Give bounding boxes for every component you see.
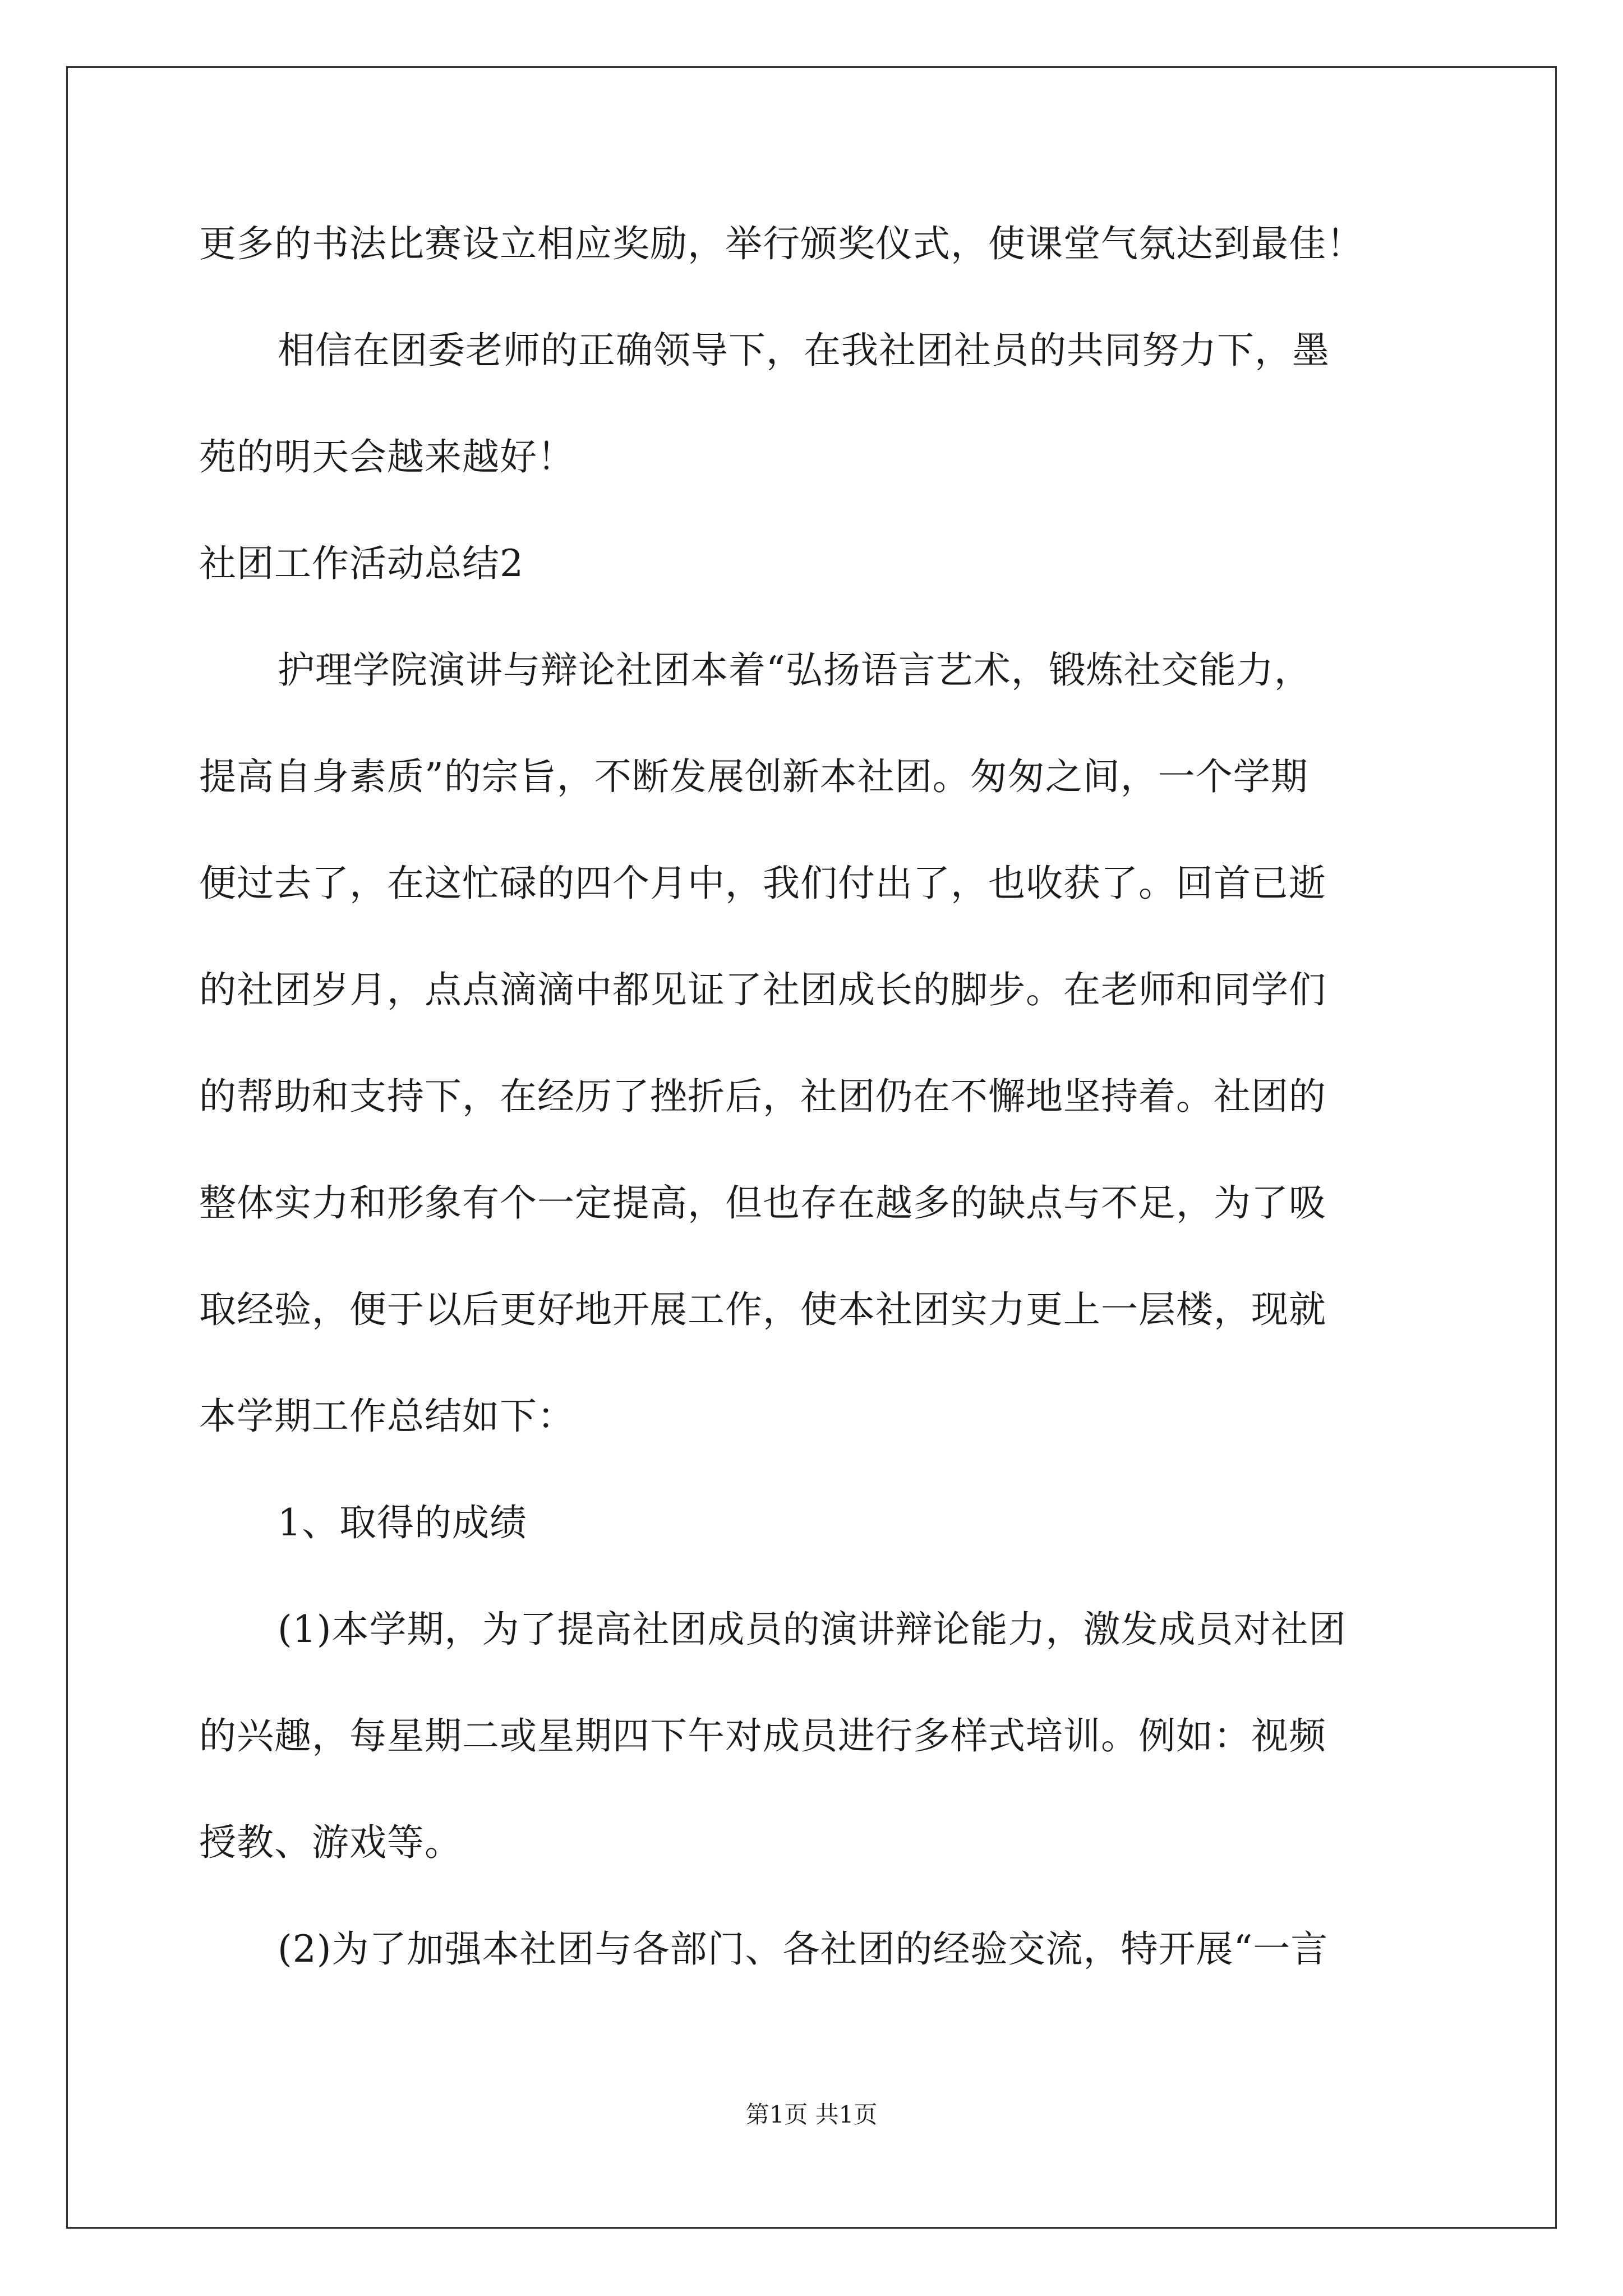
- text-line-17: (2)为了加强本社团与各部门、各社团的经验交流，特开展“一言: [278, 1927, 1329, 1971]
- text-line-14: (1)本学期，为了提高社团成员的演讲辩论能力，激发成员对社团: [278, 1608, 1347, 1651]
- text-line-8: 的社团岁月，点点滴滴中都见证了社团成长的脚步。在老师和同学们: [199, 968, 1326, 1011]
- text-line-2: 相信在团委老师的正确领导下，在我社团社员的共同努力下，墨: [278, 329, 1330, 372]
- page-border: [66, 66, 1557, 2229]
- text-line-5: 护理学院演讲与辩论社团本着“弘扬语言艺术，锻炼社交能力，: [278, 648, 1312, 692]
- text-line-15: 的兴趣，每星期二或星期四下午对成员进行多样式培训。例如：视频: [199, 1714, 1326, 1757]
- text-line-10: 整体实力和形象有个一定提高，但也存在越多的缺点与不足，为了吸: [199, 1181, 1326, 1225]
- text-line-16: 授教、游戏等。: [199, 1821, 462, 1864]
- subheading-achievements: 1、取得的成绩: [278, 1501, 527, 1544]
- section-heading: 社团工作活动总结2: [199, 542, 524, 585]
- text-line-3: 苑的明天会越来越好！: [199, 435, 575, 478]
- text-line-11: 取经验，便于以后更好地开展工作，使本社团实力更上一层楼，现就: [199, 1288, 1326, 1331]
- text-line-12: 本学期工作总结如下：: [199, 1395, 575, 1438]
- text-line-6: 提高自身素质”的宗旨，不断发展创新本社团。匆匆之间，一个学期: [199, 755, 1308, 798]
- text-line-9: 的帮助和支持下，在经历了挫折后，社团仍在不懈地坚持着。社团的: [199, 1075, 1326, 1118]
- text-line-1: 更多的书法比赛设立相应奖励，举行颁奖仪式，使课堂气氛达到最佳！: [199, 222, 1364, 265]
- text-line-7: 便过去了，在这忙碌的四个月中，我们付出了，也收获了。回首已逝: [199, 862, 1326, 905]
- page-footer: 第1页 共1页: [745, 2101, 878, 2128]
